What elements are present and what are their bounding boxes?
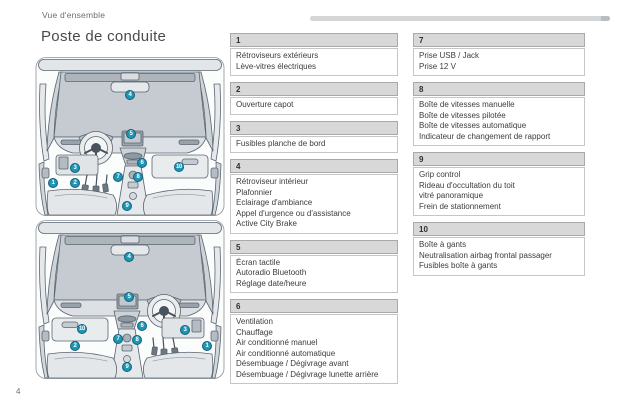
diagram-callout-8: 8 [132,335,142,345]
legend-line: Désembuage / Dégivrage avant [236,359,349,368]
legend-line: Boîte de vitesses pilotée [419,110,506,120]
legend-line: Frein de stationnement [419,201,501,211]
running-head: Vue d'ensemble [42,10,106,20]
legend-item-5 [230,240,398,294]
diagram-callout-4: 4 [124,252,134,262]
legend-line: Boîte de vitesses automatique [419,121,527,130]
legend-item-lines [230,136,398,154]
legend-item-lines [230,174,398,234]
legend-line: Rétroviseurs extérieurs [236,51,319,60]
legend-line: Boîte de vitesses manuelle [419,100,515,109]
legend-line: Grip control [419,170,461,179]
legend-item-4 [230,159,398,234]
diagram-callout-10: 10 [175,164,183,170]
legend-line: Chauffage [236,327,273,337]
legend-line: vitré panoramique [419,191,484,200]
legend-item-number: 5 [230,240,398,254]
legend-line: Boîte à gants [419,240,467,249]
diagram-callout-7: 7 [113,172,123,182]
legend-item-number: 4 [230,159,398,173]
legend-item-9 [413,152,585,216]
legend-item-lines [230,255,398,294]
legend-item-lines [230,314,398,384]
legend-item-number: 1 [230,33,398,47]
diagram-callout-2: 2 [70,178,80,188]
diagram-callout-9: 9 [122,362,132,372]
legend-item-10 [413,222,585,276]
legend-item-8 [413,82,585,146]
legend-item-6 [230,299,398,384]
legend-item-number: 6 [230,299,398,313]
legend-line: Ouverture capot [236,100,294,109]
diagram-callout-6: 6 [137,321,147,331]
legend-item-lines [413,48,585,76]
diagram-callout-3: 3 [70,163,80,173]
diagram-callout-5: 5 [126,129,136,139]
legend-line: Fusibles boîte à gants [419,261,498,270]
legend-item-lines [230,48,398,76]
legend-line: Autoradio Bluetooth [236,268,307,277]
legend-item-3 [230,121,398,154]
diagram-callout-2: 2 [70,341,80,351]
legend-line: Fusibles planche de bord [236,138,326,148]
diagram-callout-5: 5 [124,292,134,302]
legend-line: Lève-vitres électriques [236,61,317,71]
page-title: Poste de conduite [41,28,167,45]
legend-item-lines [230,97,398,115]
chapter-progress-bar [310,16,610,21]
legend-line: Appel d'urgence ou d'assistance [236,208,351,218]
diagram-callout-9: 9 [122,201,132,211]
legend-item-number: 9 [413,152,585,166]
legend-item-2 [230,82,398,115]
diagram-callout-1: 1 [48,178,58,188]
legend-line: Ventilation [236,317,273,326]
dashboard-diagram-rhd [35,219,225,380]
legend-line: Rideau d'occultation du toit [419,180,515,190]
legend-item-number: 8 [413,82,585,96]
legend-item-1 [230,33,398,76]
legend-item-7 [413,33,585,76]
legend-line: Eclairage d'ambiance [236,198,313,207]
legend-line: Désembuage / Dégivrage lunette arrière [236,369,379,379]
legend-line: Rétroviseur intérieur [236,177,309,186]
diagram-callout-10: 10 [78,326,86,332]
legend-column-1 [230,33,398,390]
legend-item-lines [413,237,585,276]
legend-line: Air conditionné manuel [236,338,318,347]
page-number: 4 [16,387,21,396]
legend-item-number: 3 [230,121,398,135]
legend-line: Prise 12 V [419,61,456,71]
legend-line: Réglage date/heure [236,278,307,288]
diagram-callout-1: 1 [202,341,212,351]
legend-line: Écran tactile [236,257,281,267]
legend-line: Plafonnier [236,187,273,197]
legend-item-lines [413,97,585,146]
diagram-callout-8: 8 [133,172,143,182]
legend-item-number: 7 [413,33,585,47]
diagram-callout-3: 3 [180,325,190,335]
legend-line: Air conditionné automatique [236,348,336,358]
chapter-bar-end-cap [601,16,610,21]
diagram-callout-4: 4 [125,90,135,100]
diagram-callout-6: 6 [137,158,147,168]
legend-item-number: 10 [413,222,585,236]
dashboard-diagram-lhd [35,56,225,217]
legend-column-2 [413,33,585,282]
legend-line: Indicateur de changement de rapport [419,131,551,141]
legend-line: Neutralisation airbag frontal passager [419,250,552,260]
legend-item-number: 2 [230,82,398,96]
diagram-callout-7: 7 [113,334,123,344]
legend-line: Active City Brake [236,219,297,228]
legend-item-lines [413,167,585,216]
legend-line: Prise USB / Jack [419,51,480,60]
